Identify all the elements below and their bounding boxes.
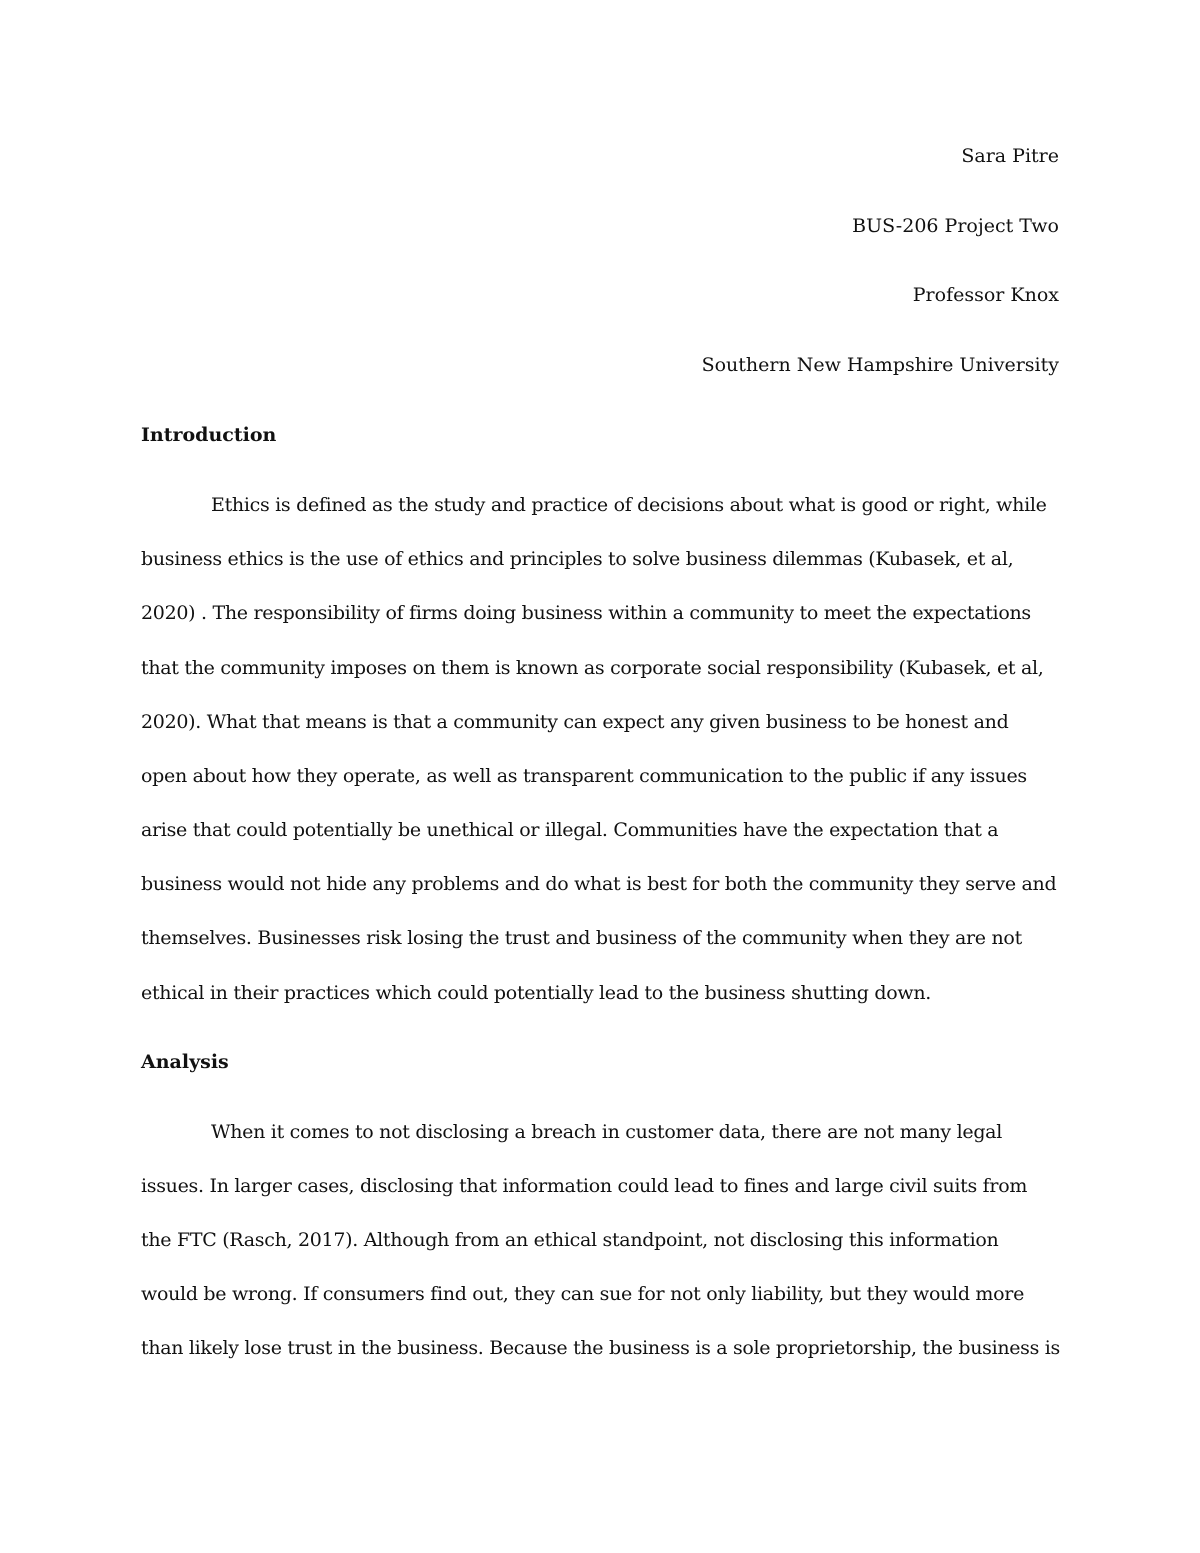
course-title: BUS-206 Project Two bbox=[852, 215, 1059, 237]
paragraph-line: than likely lose trust in the business. Because the business is a sole proprietorship, the business is bbox=[141, 1337, 1060, 1359]
paragraph-line: business ethics is the use of ethics and principles to solve business dilemmas (Kubasek, et al, bbox=[141, 548, 1014, 570]
paragraph-line: arise that could potentially be unethical or illegal. Communities have the expectation that a bbox=[141, 819, 999, 841]
paragraph-line: would be wrong. If consumers find out, they can sue for not only liability, but they would more bbox=[141, 1283, 1025, 1305]
section-heading-introduction: Introduction bbox=[141, 424, 277, 446]
paragraph-line: Ethics is defined as the study and practice of decisions about what is good or right, while bbox=[211, 494, 1047, 516]
section-heading-analysis: Analysis bbox=[141, 1051, 229, 1073]
paragraph-line: the FTC (Rasch, 2017). Although from an ethical standpoint, not disclosing this information bbox=[141, 1229, 999, 1251]
paragraph-line: 2020). What that means is that a community can expect any given business to be honest and bbox=[141, 711, 1009, 733]
paragraph-line: themselves. Businesses risk losing the trust and business of the community when they are not bbox=[141, 927, 1022, 949]
paragraph-line: open about how they operate, as well as transparent communication to the public if any issues bbox=[141, 765, 1027, 787]
university-name: Southern New Hampshire University bbox=[701, 354, 1059, 376]
paragraph-line: that the community imposes on them is known as corporate social responsibility (Kubasek, et al, bbox=[141, 657, 1044, 679]
professor-name: Professor Knox bbox=[912, 284, 1059, 306]
paragraph-line: ethical in their practices which could potentially lead to the business shutting down. bbox=[141, 982, 932, 1004]
paragraph-line: When it comes to not disclosing a breach in customer data, there are not many legal bbox=[211, 1121, 1002, 1143]
author-name: Sara Pitre bbox=[961, 145, 1059, 167]
paragraph-line: 2020) . The responsibility of firms doing business within a community to meet the expectations bbox=[141, 602, 1031, 624]
paragraph-line: business would not hide any problems and do what is best for both the community they serve and bbox=[141, 873, 1057, 895]
paragraph-line: issues. In larger cases, disclosing that information could lead to fines and large civil suits from bbox=[141, 1175, 1028, 1197]
